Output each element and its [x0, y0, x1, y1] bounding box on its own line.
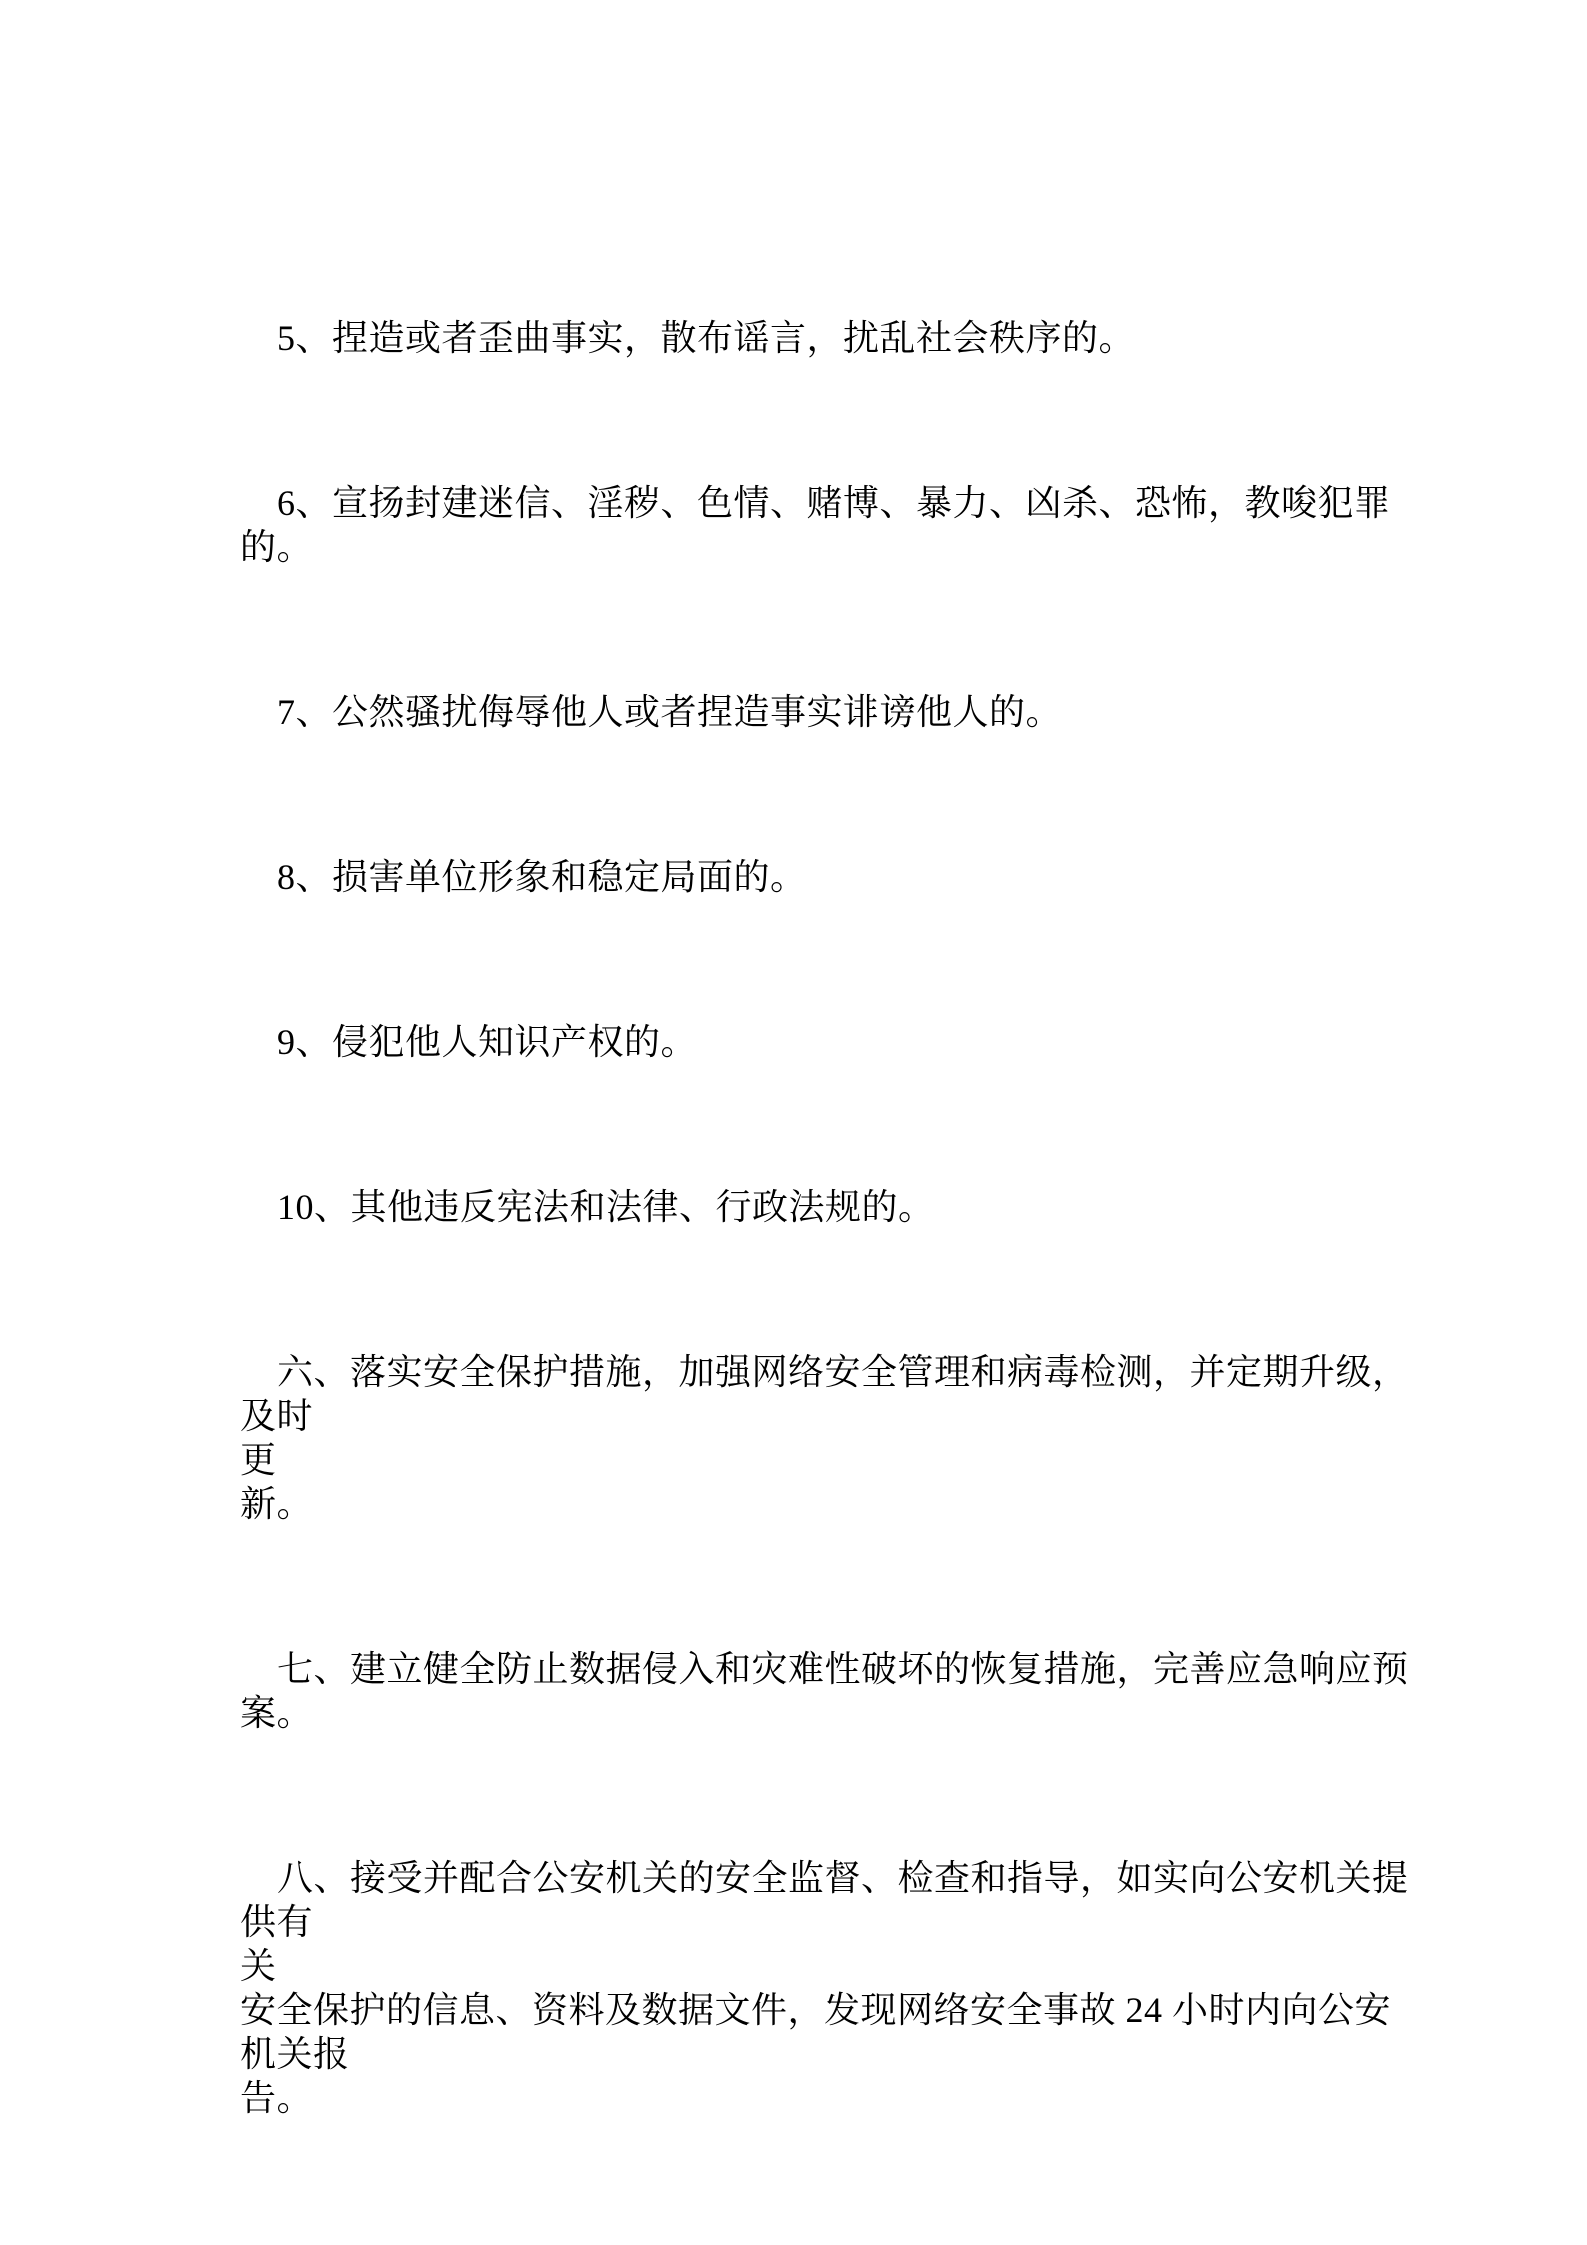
paragraph	[240, 1020, 1415, 1064]
paragraph	[240, 1350, 1415, 1526]
text-line: 7、公然骚扰侮辱他人或者捏造事实诽谤他人的。	[277, 692, 1063, 732]
paragraph	[240, 481, 1415, 569]
paragraph	[240, 1185, 1415, 1229]
text-line: 更	[240, 1440, 277, 1480]
text-line: 5、捏造或者歪曲事实，散布谣言，扰乱社会秩序的。	[277, 318, 1136, 358]
text-line: 安全保护的信息、资料及数据文件，发现网络安全事故 24 小时内向公安机关报	[240, 1990, 1392, 2074]
text-line: 10、其他违反宪法和法律、行政法规的。	[277, 1187, 935, 1227]
text-line: 八、接受并配合公安机关的安全监督、检查和指导，如实向公安机关提供有	[240, 1858, 1409, 1942]
paragraph	[240, 855, 1415, 899]
text-line: 8、损害单位形象和稳定局面的。	[277, 857, 807, 897]
text-line: 6、宣扬封建迷信、淫秽、色情、赌博、暴力、凶杀、恐怖，教唆犯罪的。	[240, 483, 1391, 567]
text-line: 七、建立健全防止数据侵入和灾难性破坏的恢复措施，完善应急响应预案。	[240, 1649, 1409, 1733]
text-line: 新。	[240, 1484, 314, 1524]
paragraph	[240, 1856, 1415, 2120]
paragraph	[240, 316, 1415, 360]
text-line: 六、落实安全保护措施，加强网络安全管理和病毒检测，并定期升级，及时	[240, 1352, 1409, 1436]
text-line: 关	[240, 1946, 277, 1986]
text-line: 9、侵犯他人知识产权的。	[277, 1022, 698, 1062]
text-line: 告。	[240, 2078, 314, 2118]
paragraph	[240, 690, 1415, 734]
document-body	[240, 316, 1415, 2120]
paragraph	[240, 1647, 1415, 1735]
